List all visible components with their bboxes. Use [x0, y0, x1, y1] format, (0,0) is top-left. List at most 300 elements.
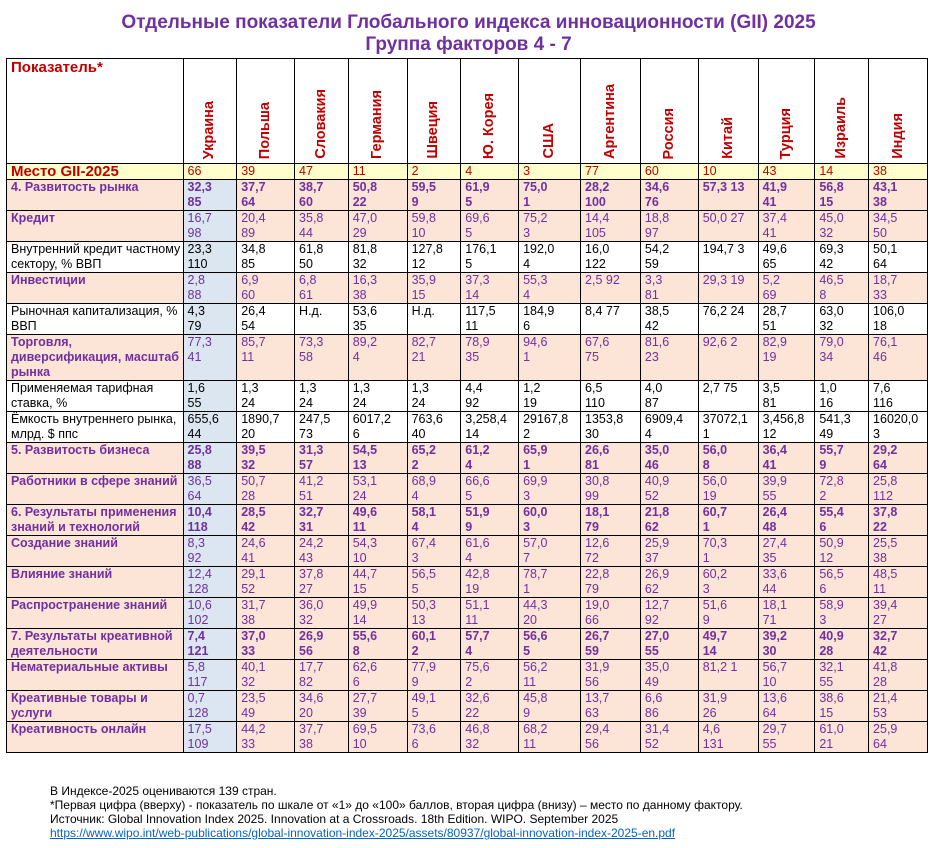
place-value: 41: [187, 350, 202, 364]
country-name: Израиль: [833, 97, 850, 159]
score-value: 44,3: [523, 598, 548, 612]
score-value: 43,1: [873, 180, 898, 194]
place-value: [703, 195, 758, 210]
value-cell: [407, 242, 461, 273]
indicator-row: [7, 629, 928, 660]
score-value: 65,2: [411, 443, 436, 457]
score-value: 34,8: [241, 242, 266, 256]
place-value: 14: [702, 644, 717, 658]
value-cell: [869, 381, 928, 412]
value-cell: [461, 598, 519, 629]
place-value: 24: [299, 396, 313, 410]
score-value: 41,8: [873, 660, 898, 674]
score-value: 85,7: [241, 335, 266, 349]
place-value: 50: [873, 226, 887, 240]
place-value: 55: [762, 489, 777, 503]
value-cell: [519, 443, 581, 474]
place-value: 6: [411, 737, 419, 751]
place-value: 28: [819, 644, 834, 658]
value-cell: [698, 180, 758, 211]
score-value: 20,4: [241, 211, 266, 225]
place-value: 55: [644, 644, 659, 658]
score-value: 29,4: [585, 722, 610, 736]
country-header: [758, 59, 815, 164]
score-value: 31,9: [585, 660, 610, 674]
score-value: 76,1: [873, 335, 898, 349]
score-value: 60,7: [702, 505, 728, 519]
place-value: 8: [702, 458, 710, 472]
country-header: [698, 59, 758, 164]
score-value: 32,7: [299, 505, 324, 519]
value-cell: [698, 242, 758, 273]
place-value: 75: [585, 350, 599, 364]
indicator-label: Торговля, диверсификация, масштаб рынка: [7, 335, 184, 381]
rank-cell: 47: [295, 164, 349, 180]
place-value: 52: [644, 737, 659, 751]
rank-cell: 38: [869, 164, 928, 180]
place-value: 38: [241, 613, 256, 627]
score-value: 25,9: [644, 536, 670, 550]
place-value: 41: [241, 551, 256, 565]
value-cell: [348, 273, 407, 304]
value-cell: [295, 474, 349, 505]
score-value: 39,5: [241, 443, 266, 457]
value-cell: [295, 180, 349, 211]
score-value: 30,8: [585, 474, 610, 488]
score-value: 37072,1: [702, 412, 748, 426]
value-cell: [237, 211, 295, 242]
value-cell: [183, 242, 237, 273]
place-value: 9: [702, 613, 710, 627]
country-header: [183, 59, 237, 164]
score-value: 67,6: [585, 335, 610, 349]
place-value: 3: [523, 520, 531, 534]
score-value: 46,8: [465, 722, 490, 736]
value-cell: [698, 536, 758, 567]
place-value: 88: [187, 288, 202, 302]
value-cell: [237, 536, 295, 567]
value-cell: [640, 304, 698, 335]
score-value: 39,9: [762, 474, 787, 488]
place-value: 41: [762, 195, 777, 209]
place-value: 38: [352, 288, 367, 302]
value-cell: [295, 629, 349, 660]
score-value: 31,3: [299, 443, 324, 457]
score-value: 37,7: [299, 722, 324, 736]
value-cell: [519, 304, 581, 335]
place-value: [585, 288, 640, 303]
value-cell: [640, 598, 698, 629]
value-cell: [815, 505, 869, 536]
score-value: 7,6: [873, 381, 891, 395]
score-value: 25,8: [873, 474, 898, 488]
place-value: 41: [762, 458, 777, 472]
score-value: 16,3: [352, 273, 378, 287]
value-cell: [640, 536, 698, 567]
note-legend: *Первая цифра (вверху) - показатель по шкале от «1» до «100» баллов, вторая цифра (внизу) – место по данному фактору.: [50, 798, 743, 812]
indicator-label: 5. Развитость бизнеса: [7, 443, 184, 474]
place-value: 79: [187, 319, 202, 333]
score-value: 48,5: [873, 567, 898, 581]
place-value: 69: [762, 288, 777, 302]
score-value: 4,3: [187, 304, 205, 318]
value-cell: [640, 180, 698, 211]
country-header: [815, 59, 869, 164]
value-cell: [519, 505, 581, 536]
value-cell: [183, 629, 237, 660]
indicator-label: Нематериальные активы: [7, 660, 184, 691]
value-cell: [183, 691, 237, 722]
score-value: 50,8: [352, 180, 378, 194]
place-value: 19: [702, 489, 717, 503]
place-value: 9: [411, 195, 419, 209]
score-value: 106,0: [873, 304, 905, 318]
score-value: 92,6 2: [702, 335, 738, 349]
value-cell: [758, 335, 815, 381]
source-link[interactable]: https://www.wipo.int/web-publications/global-innovation-index-2025/assets/80937/global-innovation-index-2025-en.pdf: [50, 826, 676, 840]
value-cell: [295, 660, 349, 691]
place-value: 55: [187, 396, 202, 410]
indicator-label: 4. Развитость рынка: [7, 180, 184, 211]
score-value: 69,5: [352, 722, 378, 736]
value-cell: [519, 273, 581, 304]
value-cell: [581, 335, 641, 381]
value-cell: [519, 335, 581, 381]
place-value: 12: [411, 257, 426, 271]
score-value: 57,7: [465, 629, 490, 643]
value-cell: [581, 629, 641, 660]
value-cell: [407, 443, 461, 474]
value-cell: [581, 505, 641, 536]
value-cell: [698, 381, 758, 412]
place-value: 20: [523, 613, 537, 627]
place-value: 72: [585, 551, 599, 565]
value-cell: [237, 443, 295, 474]
score-value: 51,9: [465, 505, 490, 519]
score-value: 184,9: [523, 304, 555, 318]
place-value: 62: [644, 582, 659, 596]
score-value: 45,0: [819, 211, 844, 225]
value-cell: [698, 629, 758, 660]
place-value: 12: [762, 427, 777, 441]
value-cell: [461, 304, 519, 335]
value-cell: [815, 691, 869, 722]
score-value: 60,0: [523, 505, 548, 519]
score-value: 61,6: [465, 536, 490, 550]
score-value: 32,7: [873, 629, 898, 643]
place-value: 57: [299, 458, 313, 472]
value-cell: [581, 691, 641, 722]
place-value: 128: [187, 582, 209, 596]
country-name: Германия: [369, 90, 386, 159]
value-cell: [295, 722, 349, 753]
score-value: 59,8: [411, 211, 436, 225]
score-value: 60,2: [702, 567, 728, 581]
value-cell: [869, 304, 928, 335]
place-value: 30: [585, 427, 599, 441]
place-value: 32: [299, 613, 313, 627]
place-value: 51: [299, 489, 313, 503]
place-value: 11: [465, 319, 479, 333]
score-value: 14,4: [585, 211, 610, 225]
value-cell: [237, 242, 295, 273]
place-value: 27: [299, 582, 313, 596]
value-cell: [461, 474, 519, 505]
place-value: 4: [523, 288, 531, 302]
place-value: 64: [873, 257, 887, 271]
place-value: 33: [873, 288, 887, 302]
value-cell: [758, 474, 815, 505]
value-cell: [461, 722, 519, 753]
value-cell: [407, 335, 461, 381]
score-value: 29,2: [873, 443, 898, 457]
place-value: 63: [585, 706, 599, 720]
place-value: 1: [523, 195, 531, 209]
score-value: 40,9: [819, 629, 844, 643]
value-cell: [295, 381, 349, 412]
indicator-label: Рыночная капитализация, % ВВП: [7, 304, 184, 335]
score-value: 35,9: [411, 273, 436, 287]
indicator-label: Распространение знаний: [7, 598, 184, 629]
indicator-row: [7, 273, 928, 304]
value-cell: [183, 598, 237, 629]
score-value: 25,8: [187, 443, 212, 457]
place-value: 5: [411, 706, 419, 720]
score-value: 35,0: [644, 443, 670, 457]
place-value: 6: [523, 319, 531, 333]
score-value: 76,2 24: [702, 304, 745, 318]
value-cell: [519, 381, 581, 412]
score-value: 33,6: [762, 567, 787, 581]
place-value: 65: [762, 257, 777, 271]
indicators-table: [6, 58, 928, 753]
score-value: 72,8: [819, 474, 844, 488]
score-value: 81,2 1: [702, 660, 738, 674]
place-value: 13: [411, 613, 426, 627]
value-cell: [758, 567, 815, 598]
rank-cell: 2: [407, 164, 461, 180]
value-cell: [869, 691, 928, 722]
score-value: 27,4: [762, 536, 787, 550]
value-cell: [183, 412, 237, 443]
place-value: 55: [819, 675, 834, 689]
score-value: 32,6: [465, 691, 490, 705]
place-value: 56: [585, 675, 599, 689]
place-value: 37: [644, 551, 659, 565]
score-value: 1353,8: [585, 412, 624, 426]
score-value: 32,1: [819, 660, 844, 674]
score-value: 247,5: [299, 412, 331, 426]
score-value: 82,7: [411, 335, 436, 349]
place-value: 10: [352, 737, 367, 751]
score-value: 10,6: [187, 598, 212, 612]
value-cell: [815, 598, 869, 629]
score-value: 37,0: [241, 629, 266, 643]
value-cell: [407, 180, 461, 211]
place-value: 92: [187, 551, 202, 565]
place-value: 35: [762, 551, 777, 565]
country-name: Швеция: [425, 101, 442, 159]
value-cell: [519, 536, 581, 567]
place-value: 112: [873, 489, 893, 503]
value-cell: [295, 691, 349, 722]
place-value: 60: [299, 195, 313, 209]
value-cell: [869, 629, 928, 660]
place-value: [585, 319, 640, 334]
score-value: 38,5: [644, 304, 670, 318]
place-value: 10: [411, 226, 426, 240]
value-cell: [348, 691, 407, 722]
place-value: 92: [644, 613, 659, 627]
score-value: 2,5 92: [585, 273, 620, 287]
page-title: Отдельные показатели Глобального индекса инновационности (GII) 2025: [121, 12, 816, 33]
value-cell: [183, 211, 237, 242]
value-cell: [869, 536, 928, 567]
value-cell: [348, 660, 407, 691]
place-value: 5: [465, 257, 473, 271]
score-value: 41,2: [299, 474, 324, 488]
place-value: 42: [644, 319, 659, 333]
place-value: 121: [187, 644, 209, 658]
place-value: 24: [352, 396, 367, 410]
score-value: 78,7: [523, 567, 548, 581]
score-value: 176,1: [465, 242, 497, 256]
score-value: 26,9: [644, 567, 670, 581]
value-cell: [640, 722, 698, 753]
place-value: 9: [523, 706, 531, 720]
place-value: 79: [585, 520, 599, 534]
score-value: 41,9: [762, 180, 787, 194]
score-value: 51,6: [702, 598, 728, 612]
value-cell: [869, 273, 928, 304]
place-value: 15: [411, 288, 426, 302]
score-value: 1,6: [187, 381, 205, 395]
place-value: 6: [819, 520, 827, 534]
value-cell: [237, 381, 295, 412]
place-value: 31: [299, 520, 313, 534]
value-cell: [183, 273, 237, 304]
score-value: 61,0: [819, 722, 844, 736]
value-cell: [348, 722, 407, 753]
place-value: 6: [352, 427, 360, 441]
score-value: 25,9: [873, 722, 898, 736]
indicator-label: Внутренний кредит частному сектору, % ВВП: [7, 242, 184, 273]
score-value: 36,4: [762, 443, 787, 457]
place-value: 22: [465, 706, 480, 720]
value-cell: [461, 691, 519, 722]
place-value: 19: [762, 350, 777, 364]
place-value: 9: [411, 675, 419, 689]
value-cell: [295, 211, 349, 242]
value-cell: [698, 505, 758, 536]
place-value: 30: [762, 644, 777, 658]
value-cell: [237, 273, 295, 304]
value-cell: [815, 629, 869, 660]
place-value: 64: [873, 458, 887, 472]
place-value: 10: [762, 675, 777, 689]
place-value: 85: [187, 195, 202, 209]
score-value: 50,0 27: [702, 211, 745, 225]
score-value: 45,8: [523, 691, 548, 705]
score-value: 75,0: [523, 180, 548, 194]
value-cell: [295, 567, 349, 598]
place-value: 3: [523, 226, 531, 240]
value-cell: [348, 567, 407, 598]
value-cell: [348, 381, 407, 412]
value-cell: [758, 598, 815, 629]
value-cell: [698, 660, 758, 691]
score-value: 16,0: [585, 242, 610, 256]
score-value: 60,1: [411, 629, 436, 643]
country-header: [869, 59, 928, 164]
place-value: 11: [465, 613, 479, 627]
value-cell: [183, 536, 237, 567]
place-value: 41: [762, 226, 777, 240]
value-cell: [581, 536, 641, 567]
rank-cell: 43: [758, 164, 815, 180]
place-value: 27: [873, 613, 887, 627]
place-value: 35: [352, 319, 367, 333]
country-header: [581, 59, 641, 164]
score-value: 50,9: [819, 536, 844, 550]
place-value: 64: [873, 737, 887, 751]
value-cell: [698, 443, 758, 474]
place-value: 56: [585, 737, 599, 751]
score-value: 31,9: [702, 691, 728, 705]
score-value: 53,6: [352, 304, 378, 318]
score-value: 94,6: [523, 335, 548, 349]
place-value: 9: [819, 458, 827, 472]
place-value: 8: [819, 288, 827, 302]
place-value: 14: [352, 613, 367, 627]
value-cell: [183, 474, 237, 505]
rank-label: Место GII-2025: [7, 164, 184, 180]
place-value: 38: [873, 551, 887, 565]
score-value: 34,5: [873, 211, 898, 225]
score-value: 5,2: [762, 273, 780, 287]
value-cell: [815, 211, 869, 242]
place-value: 62: [644, 520, 659, 534]
value-cell: [815, 660, 869, 691]
place-value: 52: [644, 489, 659, 503]
value-cell: [815, 304, 869, 335]
score-value: 56,2: [523, 660, 548, 674]
place-value: 32: [241, 675, 256, 689]
rank-cell: 10: [698, 164, 758, 180]
value-cell: [758, 381, 815, 412]
place-value: 49: [819, 427, 834, 441]
value-cell: [461, 335, 519, 381]
country-name: Словакия: [312, 89, 329, 159]
place-value: 18: [873, 319, 887, 333]
place-value: 1: [523, 582, 531, 596]
value-cell: [519, 567, 581, 598]
score-value: 10,4: [187, 505, 212, 519]
value-cell: [640, 443, 698, 474]
score-value: 26,7: [585, 629, 610, 643]
country-name: Китай: [719, 117, 736, 159]
place-value: 105: [585, 226, 606, 240]
place-value: 117: [187, 675, 208, 689]
value-cell: [407, 629, 461, 660]
value-cell: [640, 629, 698, 660]
value-cell: [640, 567, 698, 598]
score-value: 66,6: [465, 474, 490, 488]
indicator-row: [7, 242, 928, 273]
score-value: 21,8: [644, 505, 670, 519]
value-cell: [519, 660, 581, 691]
value-cell: [869, 567, 928, 598]
